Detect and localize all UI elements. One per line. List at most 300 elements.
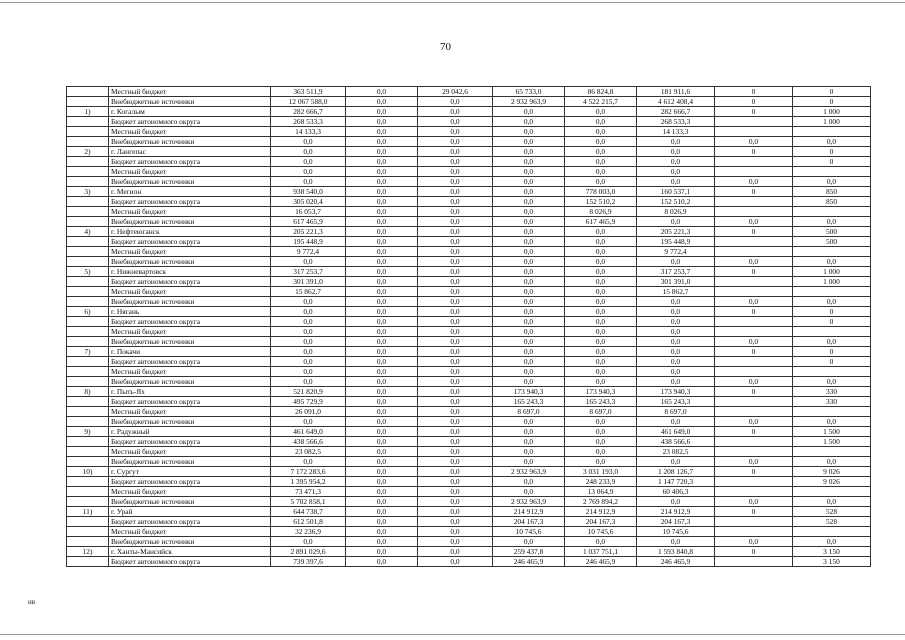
value-cell: 0 bbox=[793, 87, 871, 97]
value-cell: 0,0 bbox=[346, 187, 418, 197]
value-cell: 160 537,1 bbox=[637, 187, 715, 197]
table-row bbox=[67, 237, 871, 247]
row-number: 8) bbox=[67, 387, 109, 397]
value-cell: 0,0 bbox=[346, 167, 418, 177]
row-number bbox=[67, 277, 109, 287]
value-cell bbox=[715, 487, 793, 497]
value-cell: 0,0 bbox=[493, 127, 565, 137]
table-row bbox=[67, 527, 871, 537]
value-cell: 2 769 894,2 bbox=[565, 497, 637, 507]
value-cell: 0,0 bbox=[346, 177, 418, 187]
value-cell: 0,0 bbox=[418, 147, 493, 157]
table-row bbox=[67, 137, 871, 147]
value-cell: 15 862,7 bbox=[637, 287, 715, 297]
value-cell: 0,0 bbox=[271, 137, 346, 147]
value-cell: 0,0 bbox=[637, 177, 715, 187]
value-cell: 10 745,6 bbox=[565, 527, 637, 537]
value-cell bbox=[793, 487, 871, 497]
row-number bbox=[67, 537, 109, 547]
row-label: Местный бюджет bbox=[109, 447, 271, 457]
value-cell bbox=[715, 517, 793, 527]
table-row bbox=[67, 537, 871, 547]
value-cell: 0,0 bbox=[418, 207, 493, 217]
value-cell: 0,0 bbox=[637, 317, 715, 327]
row-label: Внебюджетные источники bbox=[109, 297, 271, 307]
row-number bbox=[67, 337, 109, 347]
value-cell: 5 702 858,1 bbox=[271, 497, 346, 507]
table-row bbox=[67, 127, 871, 137]
value-cell: 644 738,7 bbox=[271, 507, 346, 517]
row-number bbox=[67, 217, 109, 227]
value-cell bbox=[793, 447, 871, 457]
value-cell: 0,0 bbox=[493, 287, 565, 297]
value-cell: 282 666,7 bbox=[271, 107, 346, 117]
value-cell: 0,0 bbox=[493, 167, 565, 177]
value-cell: 152 510,2 bbox=[565, 197, 637, 207]
value-cell: 0,0 bbox=[418, 527, 493, 537]
value-cell: 29 042,6 bbox=[418, 87, 493, 97]
value-cell: 9 772,4 bbox=[271, 247, 346, 257]
row-label: Внебюджетные источники bbox=[109, 457, 271, 467]
value-cell: 0,0 bbox=[346, 267, 418, 277]
value-cell: 0,0 bbox=[346, 397, 418, 407]
value-cell: 305 020,4 bbox=[271, 197, 346, 207]
row-label: Внебюджетные источники bbox=[109, 217, 271, 227]
value-cell: 0,0 bbox=[565, 277, 637, 287]
value-cell: 0,0 bbox=[418, 547, 493, 557]
value-cell: 0,0 bbox=[346, 387, 418, 397]
value-cell: 0,0 bbox=[418, 267, 493, 277]
value-cell: 0,0 bbox=[346, 447, 418, 457]
row-label: г. Нягань bbox=[109, 307, 271, 317]
value-cell: 165 243,3 bbox=[493, 397, 565, 407]
value-cell: 4 522 215,7 bbox=[565, 97, 637, 107]
table-row bbox=[67, 417, 871, 427]
value-cell: 8 697,0 bbox=[493, 407, 565, 417]
row-number: 7) bbox=[67, 347, 109, 357]
value-cell: 0 bbox=[793, 317, 871, 327]
value-cell: 0,0 bbox=[565, 327, 637, 337]
value-cell: 0,0 bbox=[793, 257, 871, 267]
value-cell: 0,0 bbox=[493, 537, 565, 547]
row-label: Внебюджетные источники bbox=[109, 537, 271, 547]
value-cell bbox=[793, 407, 871, 417]
row-number bbox=[67, 247, 109, 257]
value-cell: 0,0 bbox=[793, 137, 871, 147]
value-cell: 60 406,3 bbox=[637, 487, 715, 497]
value-cell: 0,0 bbox=[715, 137, 793, 147]
value-cell: 0,0 bbox=[565, 307, 637, 317]
value-cell: 0,0 bbox=[418, 487, 493, 497]
row-label: г. Когалым bbox=[109, 107, 271, 117]
value-cell: 0,0 bbox=[271, 257, 346, 267]
row-label: Бюджет автономного округа bbox=[109, 357, 271, 367]
value-cell: 330 bbox=[793, 397, 871, 407]
value-cell bbox=[793, 127, 871, 137]
row-label: г. Лангепас bbox=[109, 147, 271, 157]
value-cell: 0,0 bbox=[271, 357, 346, 367]
value-cell: 0,0 bbox=[493, 257, 565, 267]
value-cell: 1 037 751,1 bbox=[565, 547, 637, 557]
value-cell: 617 465,9 bbox=[565, 217, 637, 227]
row-label: Местный бюджет bbox=[109, 167, 271, 177]
value-cell: 0,0 bbox=[565, 427, 637, 437]
value-cell: 1 000 bbox=[793, 277, 871, 287]
value-cell: 0,0 bbox=[637, 137, 715, 147]
value-cell: 850 bbox=[793, 197, 871, 207]
value-cell bbox=[793, 287, 871, 297]
value-cell bbox=[793, 167, 871, 177]
value-cell: 0,0 bbox=[565, 237, 637, 247]
value-cell: 214 912,9 bbox=[493, 507, 565, 517]
value-cell: 0,0 bbox=[565, 437, 637, 447]
value-cell: 0,0 bbox=[346, 407, 418, 417]
value-cell: 0,0 bbox=[418, 427, 493, 437]
value-cell: 0,0 bbox=[418, 437, 493, 447]
value-cell: 0,0 bbox=[493, 317, 565, 327]
table-row bbox=[67, 517, 871, 527]
value-cell: 0,0 bbox=[346, 327, 418, 337]
value-cell: 0,0 bbox=[793, 457, 871, 467]
row-label: Бюджет автономного округа bbox=[109, 557, 271, 567]
value-cell: 9 026 bbox=[793, 477, 871, 487]
value-cell: 0,0 bbox=[346, 347, 418, 357]
row-number: 2) bbox=[67, 147, 109, 157]
value-cell: 1 500 bbox=[793, 437, 871, 447]
value-cell: 0,0 bbox=[715, 217, 793, 227]
value-cell: 2 932 963,9 bbox=[493, 97, 565, 107]
row-label: Внебюджетные источники bbox=[109, 417, 271, 427]
row-label: г. Ханты-Мансийск bbox=[109, 547, 271, 557]
value-cell: 0,0 bbox=[565, 457, 637, 467]
value-cell bbox=[793, 527, 871, 537]
value-cell: 14 133,3 bbox=[271, 127, 346, 137]
value-cell: 0,0 bbox=[493, 197, 565, 207]
value-cell: 0 bbox=[715, 267, 793, 277]
value-cell: 0,0 bbox=[418, 277, 493, 287]
value-cell: 0,0 bbox=[418, 347, 493, 357]
value-cell bbox=[715, 127, 793, 137]
row-number bbox=[67, 197, 109, 207]
value-cell: 181 911,6 bbox=[637, 87, 715, 97]
row-number: 6) bbox=[67, 307, 109, 317]
row-number bbox=[67, 457, 109, 467]
row-number: 9) bbox=[67, 427, 109, 437]
row-number: 11) bbox=[67, 507, 109, 517]
value-cell: 214 912,9 bbox=[565, 507, 637, 517]
row-label: г. Покачи bbox=[109, 347, 271, 357]
row-label: г. Нижневартовск bbox=[109, 267, 271, 277]
value-cell: 0,0 bbox=[418, 107, 493, 117]
value-cell: 0,0 bbox=[346, 527, 418, 537]
value-cell: 0,0 bbox=[565, 367, 637, 377]
row-label: Бюджет автономного округа bbox=[109, 517, 271, 527]
table-row bbox=[67, 227, 871, 237]
value-cell bbox=[715, 357, 793, 367]
row-number bbox=[67, 117, 109, 127]
value-cell: 0,0 bbox=[418, 117, 493, 127]
value-cell: 0,0 bbox=[346, 537, 418, 547]
value-cell: 2 891 029,6 bbox=[271, 547, 346, 557]
table-row bbox=[67, 487, 871, 497]
value-cell bbox=[715, 447, 793, 457]
value-cell: 0,0 bbox=[418, 397, 493, 407]
value-cell bbox=[715, 197, 793, 207]
row-number: 10) bbox=[67, 467, 109, 477]
value-cell: 0,0 bbox=[793, 177, 871, 187]
table-row bbox=[67, 507, 871, 517]
value-cell: 23 082,5 bbox=[271, 447, 346, 457]
table-row bbox=[67, 347, 871, 357]
table-row bbox=[67, 147, 871, 157]
value-cell: 0,0 bbox=[715, 457, 793, 467]
value-cell: 0,0 bbox=[637, 457, 715, 467]
value-cell: 0,0 bbox=[715, 337, 793, 347]
value-cell: 2 932 963,9 bbox=[493, 467, 565, 477]
value-cell: 0,0 bbox=[715, 377, 793, 387]
value-cell: 0 bbox=[715, 547, 793, 557]
row-label: Внебюджетные источники bbox=[109, 257, 271, 267]
value-cell: 0,0 bbox=[565, 137, 637, 147]
value-cell: 0,0 bbox=[346, 417, 418, 427]
value-cell: 0,0 bbox=[418, 237, 493, 247]
value-cell: 0,0 bbox=[346, 337, 418, 347]
value-cell: 0,0 bbox=[565, 157, 637, 167]
value-cell: 0,0 bbox=[418, 197, 493, 207]
value-cell: 10 745,6 bbox=[637, 527, 715, 537]
table-row bbox=[67, 377, 871, 387]
value-cell: 259 437,8 bbox=[493, 547, 565, 557]
table-row bbox=[67, 107, 871, 117]
table-row bbox=[67, 177, 871, 187]
value-cell: 1 147 720,3 bbox=[637, 477, 715, 487]
value-cell: 0,0 bbox=[346, 287, 418, 297]
value-cell: 0,0 bbox=[418, 257, 493, 267]
value-cell: 0,0 bbox=[418, 557, 493, 567]
value-cell: 0,0 bbox=[418, 337, 493, 347]
value-cell: 0,0 bbox=[418, 307, 493, 317]
value-cell: 0,0 bbox=[418, 297, 493, 307]
value-cell: 1 500 bbox=[793, 427, 871, 437]
value-cell: 248 233,9 bbox=[565, 477, 637, 487]
value-cell: 0,0 bbox=[565, 297, 637, 307]
value-cell: 0 bbox=[715, 507, 793, 517]
value-cell: 850 bbox=[793, 187, 871, 197]
value-cell: 500 bbox=[793, 227, 871, 237]
value-cell: 0,0 bbox=[418, 407, 493, 417]
value-cell: 739 397,6 bbox=[271, 557, 346, 567]
value-cell: 10 745,6 bbox=[493, 527, 565, 537]
row-number bbox=[67, 357, 109, 367]
value-cell: 0,0 bbox=[565, 247, 637, 257]
value-cell: 0,0 bbox=[346, 307, 418, 317]
value-cell: 214 912,9 bbox=[637, 507, 715, 517]
table-row bbox=[67, 87, 871, 97]
value-cell: 0,0 bbox=[793, 217, 871, 227]
value-cell: 0,0 bbox=[418, 227, 493, 237]
value-cell: 612 501,8 bbox=[271, 517, 346, 527]
value-cell bbox=[715, 237, 793, 247]
value-cell: 0,0 bbox=[418, 537, 493, 547]
value-cell: 0,0 bbox=[418, 447, 493, 457]
value-cell bbox=[715, 327, 793, 337]
row-number bbox=[67, 527, 109, 537]
table-row bbox=[67, 437, 871, 447]
value-cell: 0,0 bbox=[271, 377, 346, 387]
table-row bbox=[67, 547, 871, 557]
table-row bbox=[67, 97, 871, 107]
value-cell: 0,0 bbox=[793, 377, 871, 387]
row-label: Местный бюджет bbox=[109, 367, 271, 377]
value-cell: 0,0 bbox=[271, 347, 346, 357]
value-cell: 0,0 bbox=[418, 187, 493, 197]
value-cell: 86 824,8 bbox=[565, 87, 637, 97]
value-cell: 0,0 bbox=[793, 417, 871, 427]
value-cell: 0,0 bbox=[346, 557, 418, 567]
value-cell: 500 bbox=[793, 237, 871, 247]
value-cell: 0,0 bbox=[637, 327, 715, 337]
value-cell: 246 465,9 bbox=[637, 557, 715, 567]
value-cell: 0,0 bbox=[493, 417, 565, 427]
row-number: 1) bbox=[67, 107, 109, 117]
row-number bbox=[67, 417, 109, 427]
value-cell: 0,0 bbox=[493, 147, 565, 157]
table-row bbox=[67, 267, 871, 277]
value-cell: 0,0 bbox=[271, 367, 346, 377]
value-cell: 13 064,9 bbox=[565, 487, 637, 497]
value-cell: 12 067 588,0 bbox=[271, 97, 346, 107]
value-cell: 0,0 bbox=[346, 97, 418, 107]
value-cell: 317 253,7 bbox=[637, 267, 715, 277]
row-number bbox=[67, 497, 109, 507]
value-cell: 0,0 bbox=[637, 297, 715, 307]
value-cell: 4 612 408,4 bbox=[637, 97, 715, 107]
row-label: Внебюджетные источники bbox=[109, 337, 271, 347]
value-cell: 0,0 bbox=[271, 297, 346, 307]
value-cell: 0,0 bbox=[637, 357, 715, 367]
value-cell: 15 862,7 bbox=[271, 287, 346, 297]
value-cell: 0,0 bbox=[715, 177, 793, 187]
value-cell: 173 940,3 bbox=[637, 387, 715, 397]
value-cell: 195 448,9 bbox=[271, 237, 346, 247]
row-label: Внебюджетные источники bbox=[109, 377, 271, 387]
value-cell: 528 bbox=[793, 507, 871, 517]
value-cell: 0,0 bbox=[793, 497, 871, 507]
value-cell: 0,0 bbox=[418, 377, 493, 387]
value-cell: 0 bbox=[715, 427, 793, 437]
value-cell: 0,0 bbox=[715, 417, 793, 427]
value-cell: 0,0 bbox=[493, 487, 565, 497]
scan-bottom-edge bbox=[0, 634, 905, 635]
value-cell: 0,0 bbox=[565, 107, 637, 117]
value-cell: 0,0 bbox=[637, 157, 715, 167]
value-cell: 0,0 bbox=[493, 307, 565, 317]
row-number bbox=[67, 437, 109, 447]
value-cell: 0,0 bbox=[493, 227, 565, 237]
value-cell: 0,0 bbox=[493, 237, 565, 247]
value-cell bbox=[715, 167, 793, 177]
value-cell: 0,0 bbox=[418, 507, 493, 517]
row-number bbox=[67, 397, 109, 407]
value-cell: 0,0 bbox=[346, 117, 418, 127]
value-cell: 0,0 bbox=[715, 497, 793, 507]
table-row bbox=[67, 307, 871, 317]
value-cell: 204 167,3 bbox=[565, 517, 637, 527]
table-row bbox=[67, 247, 871, 257]
value-cell: 0,0 bbox=[346, 547, 418, 557]
row-number bbox=[67, 517, 109, 527]
value-cell: 0,0 bbox=[418, 367, 493, 377]
table-row bbox=[67, 257, 871, 267]
row-label: Внебюджетные источники bbox=[109, 177, 271, 187]
value-cell: 0,0 bbox=[493, 427, 565, 437]
value-cell bbox=[715, 317, 793, 327]
budget-table-body bbox=[67, 87, 871, 567]
row-number bbox=[67, 207, 109, 217]
row-label: Местный бюджет bbox=[109, 127, 271, 137]
value-cell bbox=[715, 277, 793, 287]
row-number bbox=[67, 297, 109, 307]
value-cell: 0,0 bbox=[565, 267, 637, 277]
value-cell: 0,0 bbox=[418, 457, 493, 467]
row-number bbox=[67, 487, 109, 497]
value-cell: 282 666,7 bbox=[637, 107, 715, 117]
value-cell: 0,0 bbox=[418, 127, 493, 137]
row-number: 5) bbox=[67, 267, 109, 277]
value-cell: 0,0 bbox=[493, 377, 565, 387]
row-label: Местный бюджет bbox=[109, 207, 271, 217]
budget-table bbox=[66, 86, 871, 567]
table-row bbox=[67, 477, 871, 487]
value-cell: 0,0 bbox=[493, 267, 565, 277]
table-row bbox=[67, 317, 871, 327]
value-cell: 0,0 bbox=[346, 377, 418, 387]
row-number bbox=[67, 287, 109, 297]
value-cell bbox=[715, 477, 793, 487]
row-number bbox=[67, 237, 109, 247]
value-cell bbox=[793, 327, 871, 337]
value-cell bbox=[715, 407, 793, 417]
value-cell: 0 bbox=[715, 97, 793, 107]
value-cell: 0,0 bbox=[418, 167, 493, 177]
value-cell: 317 253,7 bbox=[271, 267, 346, 277]
value-cell: 0,0 bbox=[715, 537, 793, 547]
value-cell: 0,0 bbox=[271, 417, 346, 427]
row-number bbox=[67, 317, 109, 327]
value-cell: 0,0 bbox=[493, 137, 565, 147]
value-cell: 0,0 bbox=[565, 147, 637, 157]
value-cell: 0,0 bbox=[271, 457, 346, 467]
value-cell: 0,0 bbox=[418, 157, 493, 167]
value-cell: 0,0 bbox=[715, 257, 793, 267]
value-cell: 1 000 bbox=[793, 267, 871, 277]
table-row bbox=[67, 297, 871, 307]
row-label: Бюджет автономного округа bbox=[109, 477, 271, 487]
value-cell: 165 243,3 bbox=[565, 397, 637, 407]
value-cell: 8 697,0 bbox=[565, 407, 637, 417]
row-label: Бюджет автономного округа bbox=[109, 437, 271, 447]
value-cell: 0,0 bbox=[346, 87, 418, 97]
value-cell: 0,0 bbox=[271, 317, 346, 327]
value-cell: 778 003,0 bbox=[565, 187, 637, 197]
value-cell: 1 000 bbox=[793, 117, 871, 127]
value-cell: 7 172 283,6 bbox=[271, 467, 346, 477]
value-cell: 246 465,9 bbox=[493, 557, 565, 567]
table-row bbox=[67, 117, 871, 127]
value-cell: 65 733,0 bbox=[493, 87, 565, 97]
value-cell: 0,0 bbox=[565, 537, 637, 547]
row-number bbox=[67, 97, 109, 107]
